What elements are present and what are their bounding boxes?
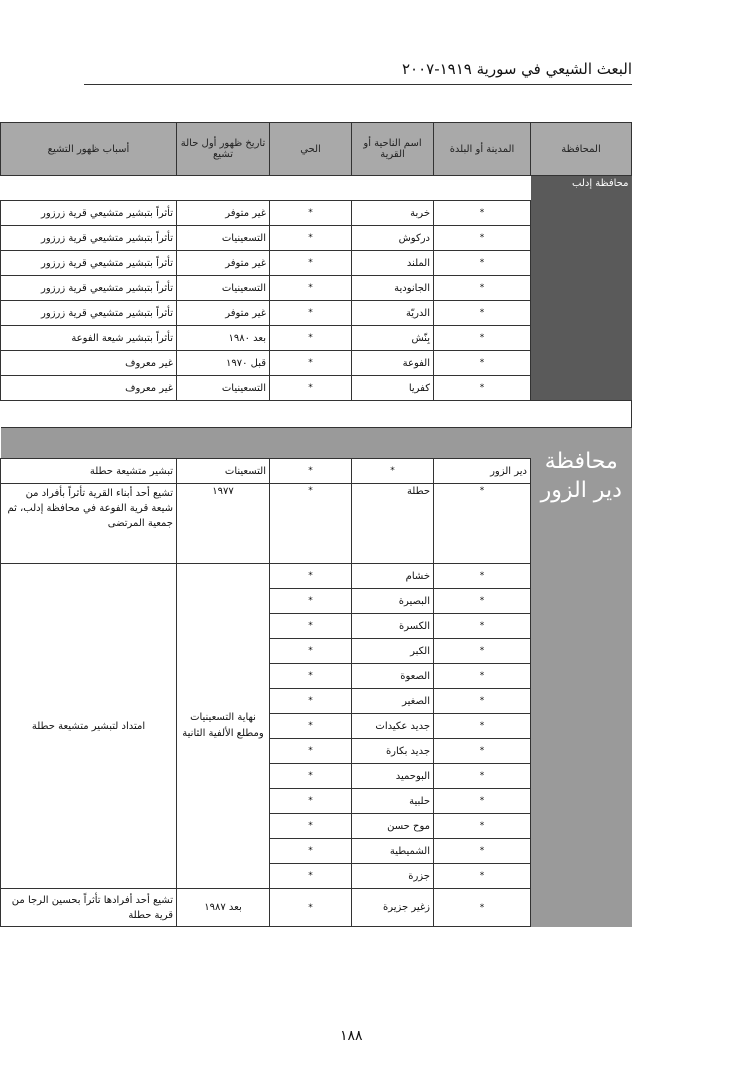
table-row: * البصيرة * — [1, 589, 632, 614]
section-separator — [1, 428, 632, 459]
table-row: * دركوش * التسعينيات تأثراً بتبشير متشيعي قرية زرزور — [1, 226, 632, 251]
col-governorate: المحافظة — [531, 123, 632, 176]
spacer-row — [1, 176, 632, 201]
spacer-row — [1, 401, 632, 428]
table-row: * الملند * غير متوفر تأثراً بتبشير متشيعي قرية زرزور — [1, 251, 632, 276]
table-row: دير الزور * * التسعينات تبشير متشيعة حطلة — [1, 459, 632, 484]
table-row: * بِنّش * بعد ١٩٨٠ تأثراً بتبشير شيعة الفوعة — [1, 326, 632, 351]
table-row: * خربة * غير متوفر تأثراً بتبشير متشيعي قرية زرزور — [1, 201, 632, 226]
table-row: * الفوعة * قبل ١٩٧٠ غير معروف — [1, 351, 632, 376]
table-row: * جزرة * — [1, 864, 632, 889]
col-district: الحي — [270, 123, 352, 176]
table-row: * البوحميد * — [1, 764, 632, 789]
governorate-deir-ezzor: محافظة دير الزور — [531, 428, 632, 927]
table-row: * خشام * نهاية التسعينيات ومطلع الألفية الثانية امتداد لتبشير متشيعة حطلة — [1, 564, 632, 589]
data-table — [0, 122, 632, 927]
header-rule — [84, 84, 632, 85]
table-row: * زغير جزيرة * بعد ١٩٨٧ تشيع أحد أفرادها تأثراً بحسين الرجا من قرية حطلة — [1, 889, 632, 927]
table-row: * الدريّة * غير متوفر تأثراً بتبشير متشيعي قرية زرزور — [1, 301, 632, 326]
table-row: * كفريا * التسعينيات غير معروف — [1, 376, 632, 401]
table-row: * الشميطية * — [1, 839, 632, 864]
table-row: * الصغير * — [1, 689, 632, 714]
table-row: * جديد عكيدات * — [1, 714, 632, 739]
table-row: * جديد بكارة * — [1, 739, 632, 764]
col-reason: أسباب ظهور التشيع — [1, 123, 177, 176]
col-date: تاريخ ظهور أول حالة تشيع — [177, 123, 270, 176]
table-row: * حطلة * ١٩٧٧ تشيع أحد أبناء القرية تأثراً بأفراد من شيعة قرية الفوعة في محافظة إدلب، ثم جمعية المرتضى — [1, 484, 632, 564]
table-row: * الجانودية * التسعينيات تأثراً بتبشير متشيعي قرية زرزور — [1, 276, 632, 301]
table-row: * الكبر * — [1, 639, 632, 664]
table-row: * الكسرة * — [1, 614, 632, 639]
table-row: * حلبية * — [1, 789, 632, 814]
page-number: ١٨٨ — [340, 1028, 363, 1044]
table-row: * الصعوة * — [1, 664, 632, 689]
col-village: اسم الناحية أو القرية — [352, 123, 434, 176]
table-header-row — [1, 123, 632, 176]
governorate-idlib: محافظة إدلب — [531, 176, 632, 401]
page-header: البعث الشيعي في سورية ١٩١٩-٢٠٠٧ — [401, 60, 632, 78]
col-city: المدينة أو البلدة — [434, 123, 531, 176]
table-row: * موح حسن * — [1, 814, 632, 839]
